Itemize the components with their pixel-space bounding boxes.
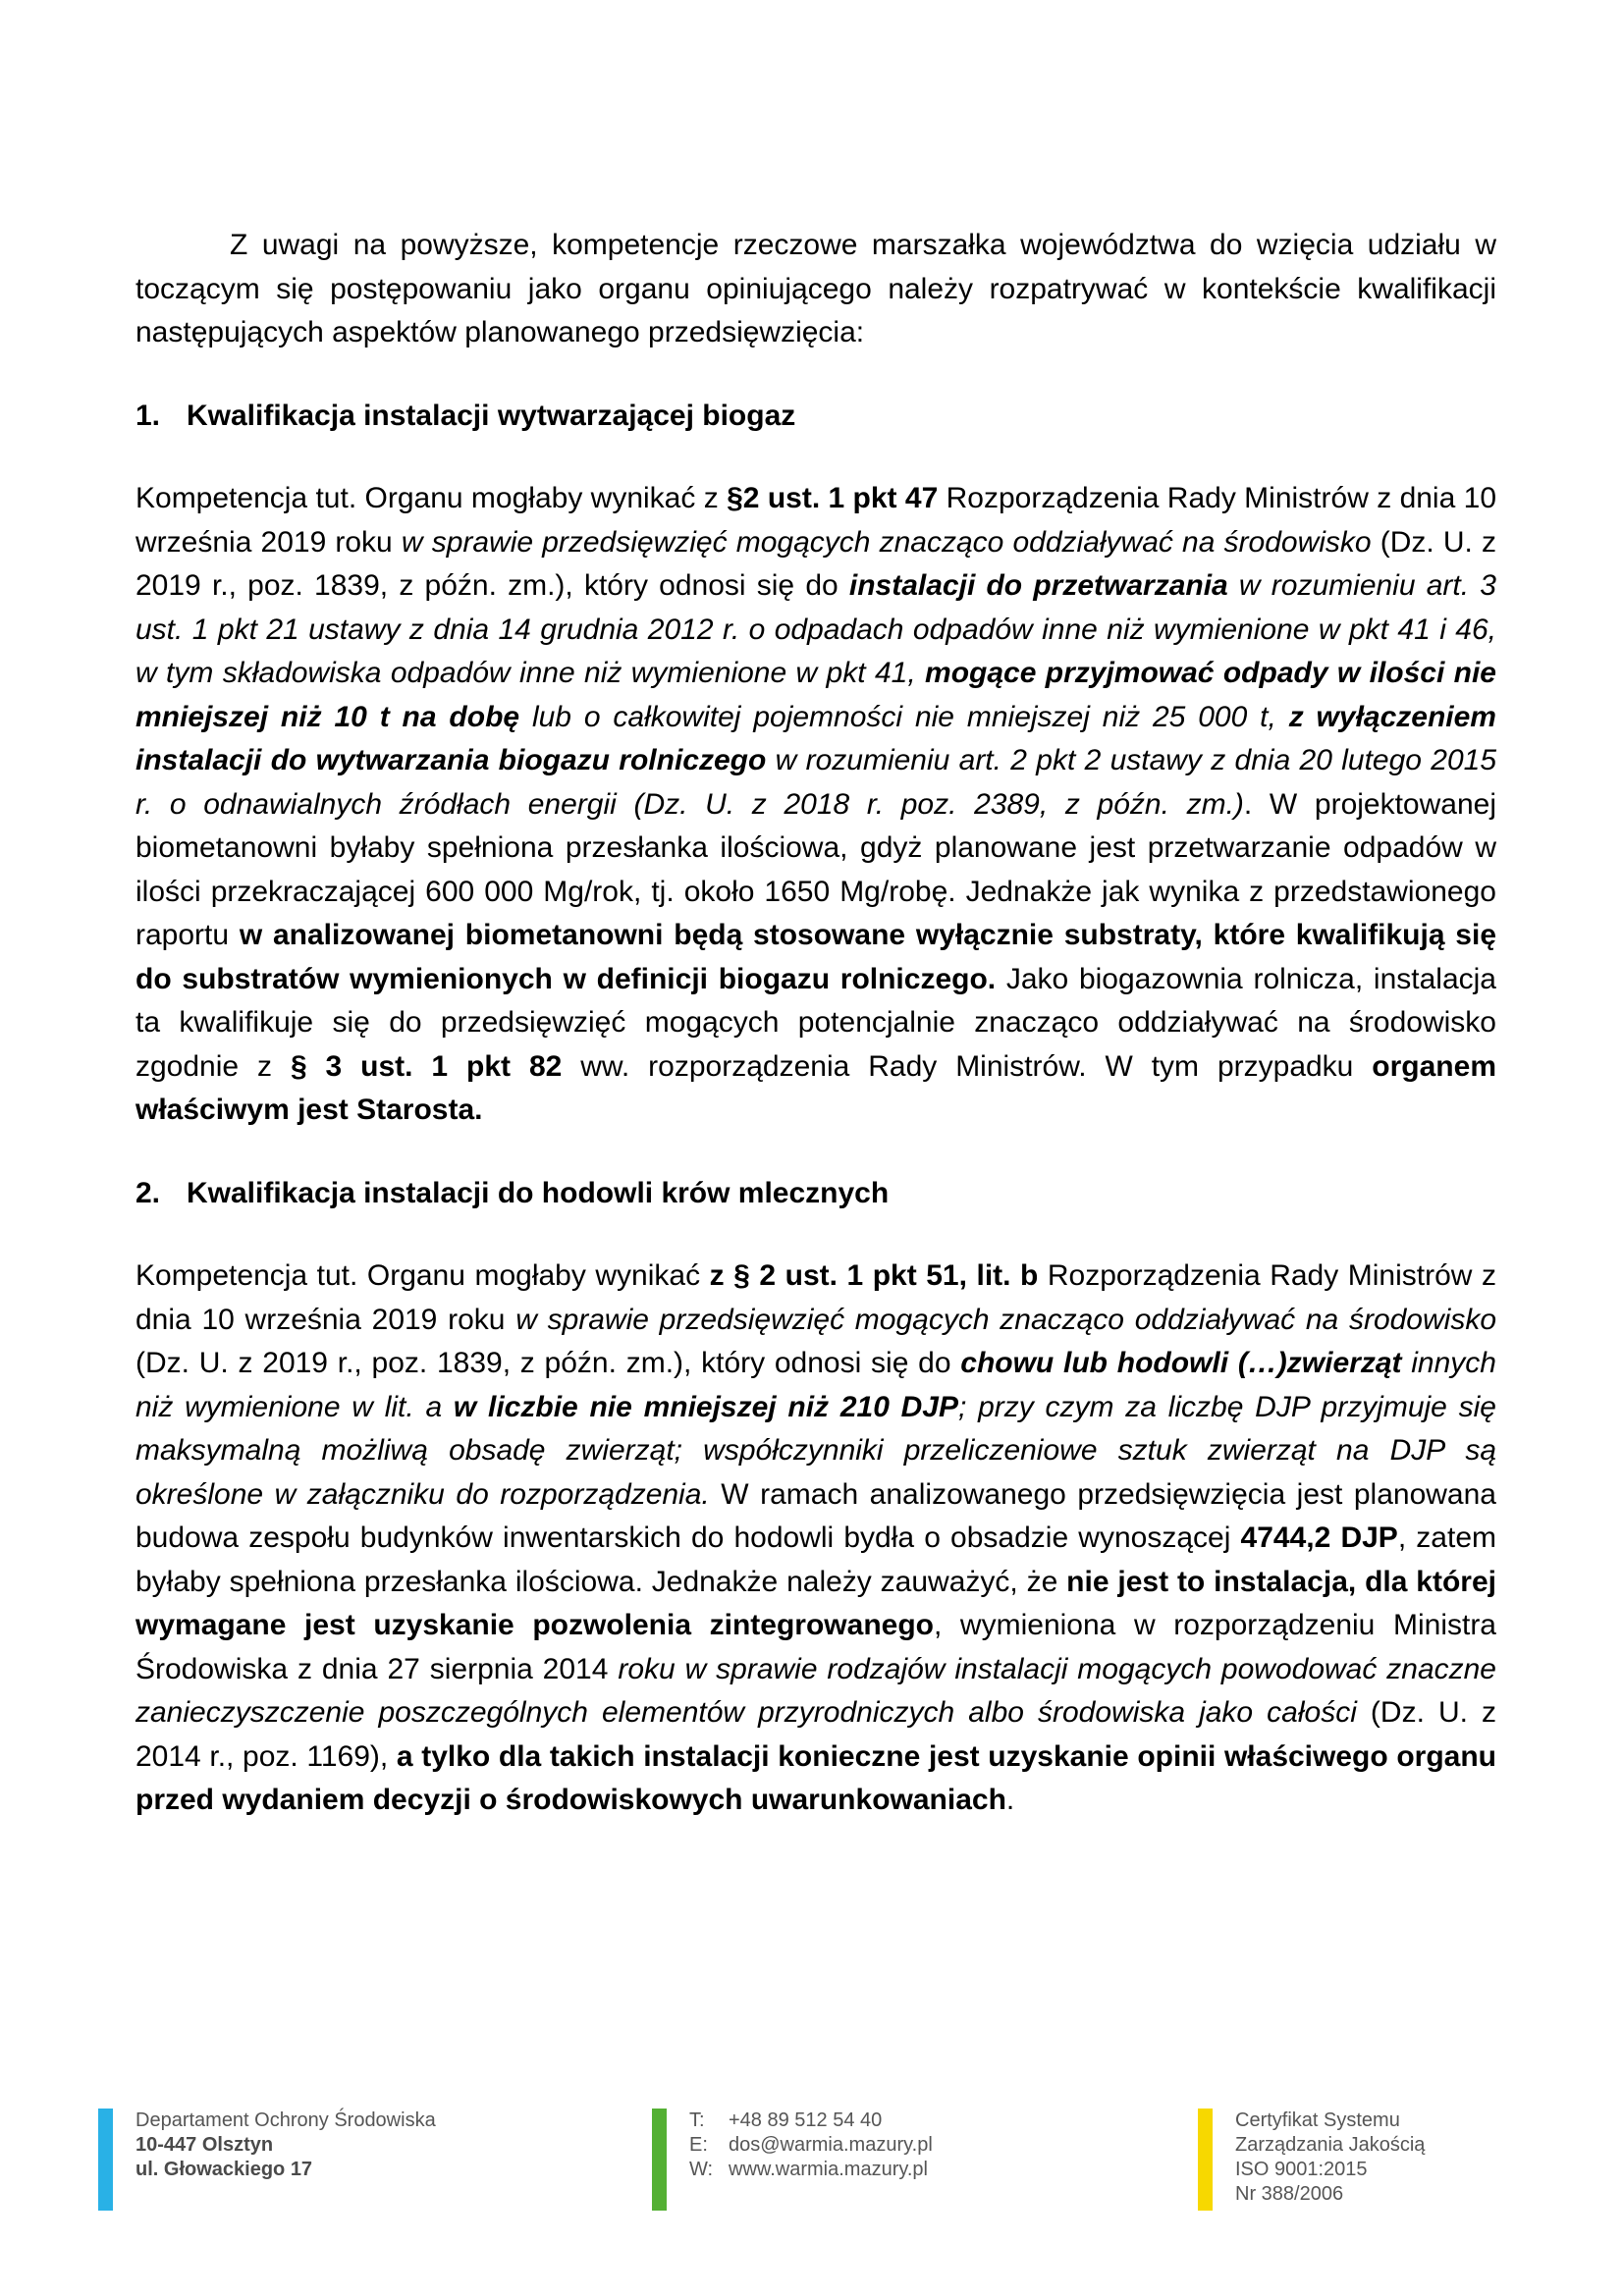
emphasis-text: organem właściwym jest Starosta. xyxy=(135,1049,1496,1126)
emphasis-text: w analizowanej biometanowni będą stosowane wyłącznie substraty, które kwalifikują się do substratów wymienionych w definicji biogazu rolniczego. xyxy=(135,919,1497,995)
section-2-title: Kwalifikacja instalacji do hodowli krów mlecznych xyxy=(187,1176,890,1209)
section-1-body xyxy=(135,477,1496,1133)
intro-paragraph xyxy=(135,224,1496,355)
footer-department: Departament Ochrony Środowiska xyxy=(135,2109,436,2131)
website-link[interactable]: www.warmia.mazury.pl xyxy=(729,2159,928,2180)
body-text: Rozporządzenia Rady Ministrów z dnia 10 września 2019 roku xyxy=(135,482,1497,559)
emphasis-text: § 3 ust. 1 pkt 82 xyxy=(290,1049,563,1083)
certificate-line-4: Nr 388/2006 xyxy=(1235,2183,1344,2205)
body-text: (Dz. U. z 2019 r., poz. 1839, z późn. zm.), który odnosi się do xyxy=(135,1347,961,1379)
emphasis-text: innych niż wymienione w lit. a xyxy=(135,1347,1496,1423)
emphasis-text: chowu lub hodowli (…)zwierząt xyxy=(960,1347,1402,1379)
phone-number: +48 89 512 54 40 xyxy=(729,2109,883,2131)
emphasis-text: w sprawie przedsięwzięć mogących znacząco oddziaływać na środowisko xyxy=(401,525,1372,559)
body-text: W ramach analizowanego przedsięwzięcia jest planowana budowa zespołu budynków inwentarskich do hodowli bydła o obsadzie wynoszącej xyxy=(135,1477,1496,1554)
emphasis-text: roku w sprawie rodzajów instalacji mogących powodować znaczne zanieczyszczenie poszczególnych elementów przyrodniczych albo środowiska jako całości xyxy=(135,1652,1496,1729)
section-1-heading xyxy=(135,395,1496,439)
footer-green-bar xyxy=(652,2109,667,2211)
emphasis-text: w liczbie nie mniejszej niż 210 DJP xyxy=(453,1390,958,1423)
emphasis-text: instalacji do przetwarzania xyxy=(848,569,1228,602)
footer-postal: 10-447 Olsztyn xyxy=(135,2134,274,2156)
email-label: E: xyxy=(689,2134,708,2156)
body-text: ww. rozporządzenia Rady Ministrów. W tym przypadku xyxy=(562,1049,1373,1083)
web-label: W: xyxy=(689,2159,714,2180)
emphasis-text: nie jest to instalacja, dla której wymagane jest uzyskanie pozwolenia zintegrowanego xyxy=(135,1565,1496,1641)
emphasis-text: a tylko dla takich instalacji konieczne jest uzyskanie opinii właściwego organu przed wydaniem decyzji o środowiskowych uwarunkowaniach xyxy=(135,1739,1496,1816)
footer-yellow-bar xyxy=(1198,2109,1213,2211)
emphasis-text: w rozumieniu art. 3 ust. 1 pkt 21 ustawy z dnia 14 grudnia 2012 r. o odpadach odpadów inne niż wymienione w pkt 41 i 46, w tym składowiska odpadów inne niż wymienione w pkt 41, xyxy=(135,569,1496,689)
emphasis-text: ; przy czym za liczbę DJP przyjmuje się maksymalną możliwą obsadę zwierząt; współczynniki przeliczeniowe sztuk zwierząt na DJP są określone w załączniku do rozporządzenia. xyxy=(135,1390,1496,1511)
section-2-heading xyxy=(135,1172,1496,1216)
body-text: Jako biogazownia rolnicza, instalacja ta kwalifikuje się do przedsięwzięć mogących potencjalnie znacząco oddziaływać na środowisko zgodnie z xyxy=(135,962,1496,1083)
footer-phone-row xyxy=(689,2109,933,2133)
certificate-line-3: ISO 9001:2015 xyxy=(1235,2159,1368,2180)
emphasis-text: w sprawie przedsięwzięć mogących znacząco oddziaływać na środowisko xyxy=(515,1303,1497,1336)
body-text: (Dz. U. z 2019 r., poz. 1839, z późn. zm.), który odnosi się do xyxy=(135,525,1497,602)
section-1-title: Kwalifikacja instalacji wytwarzającej biogaz xyxy=(187,399,796,432)
emphasis-text: w rozumieniu art. 2 pkt 2 ustawy z dnia 20 lutego 2015 r. o odnawialnych źródłach energii (Dz. U. z 2018 r. poz. 2389, z późn. zm.) xyxy=(135,744,1497,821)
emphasis-text: mogące przyjmować odpady w ilości nie mniejszej niż 10 t na dobę xyxy=(135,657,1496,733)
page-footer xyxy=(0,2109,1623,2226)
footer-blue-bar xyxy=(98,2109,113,2211)
document-body xyxy=(135,224,1496,1823)
body-text: (Dz. U. z 2014 r., poz. 1169), xyxy=(135,1696,1496,1773)
emphasis-text: z wyłączeniem instalacji do wytwarzania biogazu rolniczego xyxy=(135,700,1496,776)
body-text: Rozporządzenia Rady Ministrów z dnia 10 września 2019 roku xyxy=(135,1259,1496,1336)
body-text: , zatem byłaby spełniona przesłanka ilościowa. Jednakże należy zauważyć, że xyxy=(135,1522,1496,1598)
section-2-body xyxy=(135,1255,1496,1823)
body-text: Kompetencja tut. Organu mogłaby wynikać z xyxy=(135,482,728,514)
footer-web-row xyxy=(689,2158,933,2182)
emphasis-text: lub o całkowitej pojemności nie mniejszej niż 25 000 t, xyxy=(519,700,1289,733)
body-text: . W projektowanej biometanowni byłaby spełniona przesłanka ilościowa, gdyż planowane jest przetwarzanie odpadów w ilości przekraczającej 600 000 Mg/rok, tj. około 1650 Mg/robę. Jednakże jak wynika z przedstawionego raportu xyxy=(135,787,1497,951)
certificate-line-1: Certyfikat Systemu xyxy=(1235,2109,1400,2131)
footer-street: ul. Głowackiego 17 xyxy=(135,2159,313,2180)
email-link[interactable]: dos@warmia.mazury.pl xyxy=(729,2134,933,2156)
section-2-number: 2. xyxy=(135,1176,161,1209)
body-text: Kompetencja tut. Organu mogłaby wynikać xyxy=(135,1259,710,1292)
emphasis-text: z § 2 ust. 1 pkt 51, lit. b xyxy=(709,1259,1039,1292)
certificate-line-2: Zarządzania Jakością xyxy=(1235,2134,1426,2156)
phone-label: T: xyxy=(689,2109,705,2131)
body-text: . xyxy=(1005,1784,1015,1816)
emphasis-text: §2 ust. 1 pkt 47 xyxy=(727,482,939,514)
footer-email-row xyxy=(689,2133,933,2158)
emphasis-text: 4744,2 DJP xyxy=(1240,1522,1398,1554)
section-1-number: 1. xyxy=(135,399,161,432)
body-text: , wymieniona w rozporządzeniu Ministra Środowiska z dnia 27 sierpnia 2014 xyxy=(135,1609,1496,1685)
body-text: Z uwagi na powyższe, kompetencje rzeczowe marszałka województwa do wzięcia udziału w toczącym się postępowaniu jako organu opiniującego należy rozpatrywać w kontekście kwalifikacji następujących aspektów planowanego przedsięwzięcia: xyxy=(135,229,1496,348)
